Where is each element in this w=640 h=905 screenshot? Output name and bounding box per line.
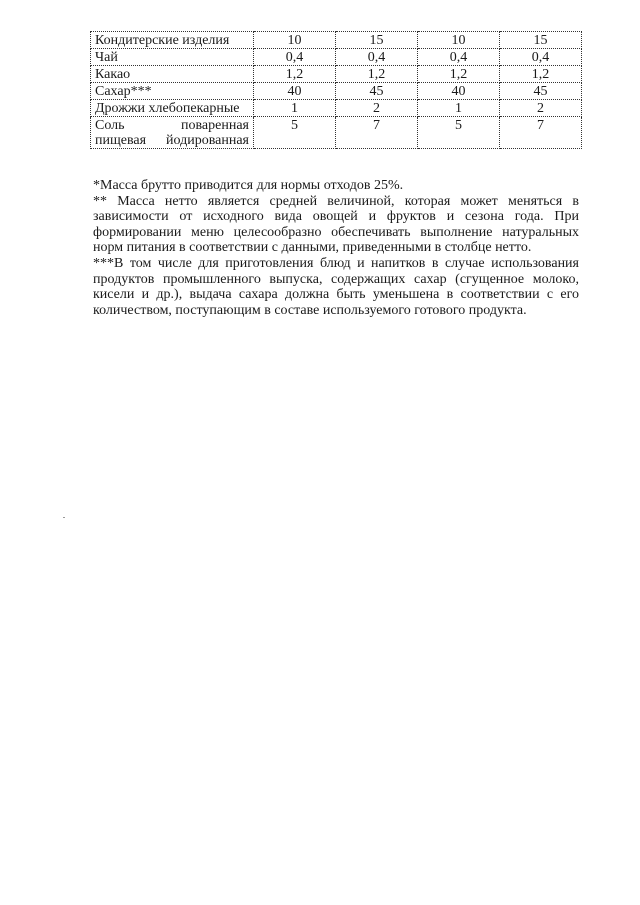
value-cell: 1,2 [418, 66, 500, 83]
value-cell: 5 [418, 117, 500, 149]
table-row [91, 117, 582, 149]
footnotes [93, 178, 579, 318]
product-name-cell: Соль поваренная пищевая йодированная [91, 117, 254, 149]
value-cell: 5 [254, 117, 336, 149]
value-cell: 0,4 [336, 49, 418, 66]
footnote-sugar: ***В том числе для приготовления блюд и напитков в случае использования продуктов промышленного выпуска, содержащих сахар (сгущенное молоко, кисели и др.), выдача сахара должна быть уменьшена в соответствии с его количеством, поступающим в составе используемого готового продукта. [93, 255, 579, 318]
value-cell: 0,4 [418, 49, 500, 66]
value-cell: 40 [418, 83, 500, 100]
product-name-cell: Сахар*** [91, 83, 254, 100]
value-cell: 45 [336, 83, 418, 100]
product-name-cell: Чай [91, 49, 254, 66]
value-cell: 1,2 [336, 66, 418, 83]
value-cell: 15 [336, 32, 418, 49]
value-cell: 7 [500, 117, 582, 149]
value-cell: 10 [418, 32, 500, 49]
value-cell: 2 [500, 100, 582, 117]
product-name-cell: Дрожжи хлебопекарные [91, 100, 254, 117]
table-row [91, 66, 582, 83]
value-cell: 1,2 [254, 66, 336, 83]
value-cell: 1 [418, 100, 500, 117]
scan-speck [63, 517, 65, 518]
value-cell: 0,4 [500, 49, 582, 66]
value-cell: 7 [336, 117, 418, 149]
product-name-cell: Кондитерские изделия [91, 32, 254, 49]
product-name-cell: Какао [91, 66, 254, 83]
value-cell: 1,2 [500, 66, 582, 83]
footnote-net-mass: ** Масса нетто является средней величиной, которая может меняться в зависимости от исходного вида овощей и фруктов и сезона года. При формировании меню целесообразно обеспечивать выполнение натуральных норм питания в соответствии с данными, приведенными в столбце нетто. [93, 193, 579, 256]
value-cell: 0,4 [254, 49, 336, 66]
table-row [91, 100, 582, 117]
value-cell: 1 [254, 100, 336, 117]
table-row [91, 32, 582, 49]
value-cell: 10 [254, 32, 336, 49]
food-norms-table [90, 31, 582, 149]
value-cell: 2 [336, 100, 418, 117]
value-cell: 15 [500, 32, 582, 49]
value-cell: 40 [254, 83, 336, 100]
value-cell: 45 [500, 83, 582, 100]
footnote-gross-mass: *Масса брутто приводится для нормы отходов 25%. [93, 178, 404, 193]
table-row [91, 83, 582, 100]
table-row [91, 49, 582, 66]
